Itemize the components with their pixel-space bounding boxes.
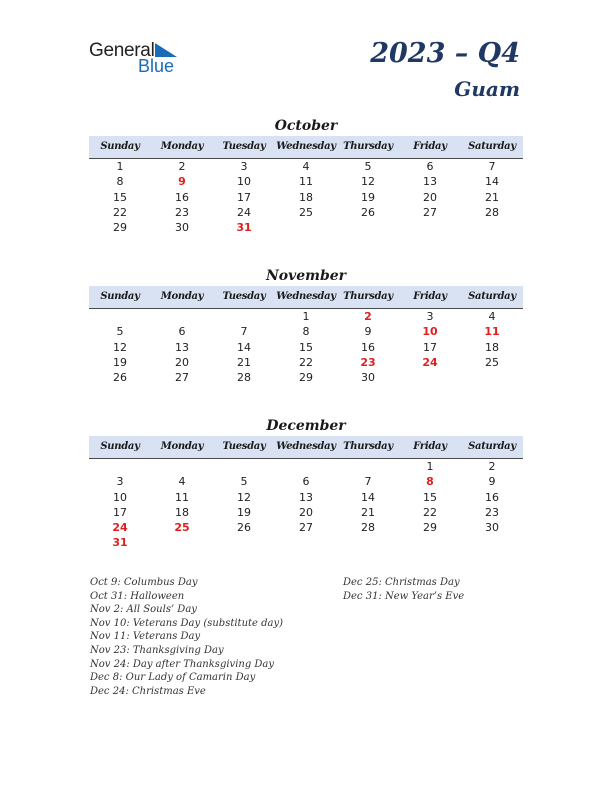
weekday-label: Thursday bbox=[343, 141, 393, 152]
week-row bbox=[89, 535, 523, 550]
date-cell: 23 bbox=[485, 505, 499, 519]
date-cell: 29 bbox=[299, 371, 313, 385]
date-cell: 1 bbox=[302, 310, 310, 323]
date-cell: 5 bbox=[364, 160, 372, 173]
date-cell: 2 bbox=[488, 460, 496, 473]
date-cell: 15 bbox=[113, 190, 127, 204]
weekday-label: Saturday bbox=[468, 141, 516, 152]
date-cell: 4 bbox=[302, 160, 310, 173]
holiday-entry: Nov 11: Veterans Day bbox=[90, 631, 201, 643]
date-cell: 12 bbox=[361, 175, 375, 189]
holiday-date: 2 bbox=[364, 310, 372, 323]
date-cell bbox=[461, 370, 523, 385]
date-cell: 26 bbox=[361, 205, 375, 219]
month-name: November bbox=[265, 268, 347, 284]
holiday-entry: Nov 10: Veterans Day (substitute day) bbox=[90, 617, 284, 629]
date-cell bbox=[337, 459, 399, 474]
weekday-label: Friday bbox=[413, 291, 447, 302]
weekday-label: Thursday bbox=[343, 291, 393, 302]
week-row bbox=[89, 309, 523, 324]
date-cell: 22 bbox=[423, 505, 437, 519]
weekday-label: Saturday bbox=[468, 441, 516, 452]
date-cell: 7 bbox=[364, 475, 372, 489]
date-cell: 27 bbox=[299, 521, 313, 535]
date-cell: 21 bbox=[361, 505, 375, 519]
date-cell: 8 bbox=[116, 175, 124, 189]
week-row bbox=[89, 505, 523, 520]
date-cell: 16 bbox=[361, 340, 375, 354]
date-cell: 18 bbox=[175, 505, 189, 519]
date-cell: 6 bbox=[426, 160, 434, 173]
week-row bbox=[89, 490, 523, 505]
date-cell: 19 bbox=[237, 505, 251, 519]
date-cell: 2 bbox=[178, 160, 186, 173]
date-cell bbox=[213, 535, 275, 550]
date-cell: 7 bbox=[240, 325, 248, 339]
date-cell bbox=[151, 535, 213, 550]
date-cell: 29 bbox=[113, 221, 127, 235]
month-october bbox=[89, 116, 523, 235]
date-cell: 11 bbox=[299, 175, 313, 189]
holiday-date: 9 bbox=[178, 175, 186, 189]
holiday-list-right bbox=[343, 576, 464, 603]
date-cell: 20 bbox=[299, 505, 313, 519]
holiday-date: 10 bbox=[422, 325, 438, 339]
date-cell: 20 bbox=[175, 355, 189, 369]
date-cell: 4 bbox=[488, 310, 496, 323]
weekday-header bbox=[89, 136, 523, 159]
date-cell: 22 bbox=[299, 355, 313, 369]
holiday-entry: Oct 31: Halloween bbox=[90, 590, 185, 602]
date-cell: 10 bbox=[113, 490, 127, 504]
date-cell: 23 bbox=[175, 205, 189, 219]
weekday-header bbox=[89, 436, 523, 459]
date-cell bbox=[213, 309, 275, 324]
date-cell: 13 bbox=[299, 490, 313, 504]
date-cell: 5 bbox=[240, 475, 248, 489]
logo-triangle-icon bbox=[155, 43, 177, 57]
date-cell bbox=[399, 535, 461, 550]
weekday-label: Tuesday bbox=[222, 141, 266, 152]
weekday-label: Sunday bbox=[100, 441, 140, 452]
date-cell: 17 bbox=[237, 190, 251, 204]
date-cell bbox=[399, 370, 461, 385]
date-cell: 28 bbox=[485, 205, 499, 219]
week-row bbox=[89, 355, 523, 370]
date-cell: 13 bbox=[423, 175, 437, 189]
holiday-entry: Dec 8: Our Lady of Camarin Day bbox=[90, 672, 256, 684]
holiday-date: 31 bbox=[236, 221, 252, 235]
month-december bbox=[89, 416, 523, 551]
date-cell: 18 bbox=[299, 190, 313, 204]
date-cell: 30 bbox=[485, 521, 499, 535]
weekday-label: Sunday bbox=[100, 141, 140, 152]
holiday-list-left bbox=[90, 576, 283, 698]
weekday-label: Monday bbox=[160, 441, 204, 452]
date-cell: 14 bbox=[361, 490, 375, 504]
week-row bbox=[89, 174, 523, 189]
date-cell: 3 bbox=[116, 475, 124, 489]
month-name: December bbox=[266, 418, 346, 434]
weekday-label: Friday bbox=[413, 441, 447, 452]
date-cell bbox=[337, 220, 399, 235]
holiday-entry: Nov 24: Day after Thanksgiving Day bbox=[90, 658, 275, 670]
date-cell: 16 bbox=[175, 190, 189, 204]
date-cell bbox=[461, 535, 523, 550]
date-cell bbox=[151, 309, 213, 324]
date-cell: 9 bbox=[364, 325, 372, 339]
holiday-entry: Dec 31: New Year’s Eve bbox=[343, 590, 465, 602]
date-cell bbox=[337, 535, 399, 550]
weekday-label: Thursday bbox=[343, 441, 393, 452]
holiday-date: 8 bbox=[426, 475, 434, 489]
week-row bbox=[89, 190, 523, 205]
date-cell bbox=[275, 459, 337, 474]
holiday-date: 31 bbox=[112, 536, 128, 550]
holiday-date: 23 bbox=[360, 355, 376, 369]
holiday-date: 11 bbox=[484, 325, 500, 339]
date-cell: 19 bbox=[361, 190, 375, 204]
logo-word-blue: Blue bbox=[138, 56, 175, 76]
page-subtitle: Guam bbox=[454, 77, 520, 101]
month-november bbox=[89, 266, 523, 385]
date-cell: 25 bbox=[485, 355, 499, 369]
date-cell bbox=[213, 459, 275, 474]
date-cell: 12 bbox=[113, 340, 127, 354]
generalblue-logo bbox=[89, 40, 189, 80]
weekday-label: Saturday bbox=[468, 291, 516, 302]
date-cell: 15 bbox=[299, 340, 313, 354]
date-cell bbox=[89, 309, 151, 324]
weekday-label: Sunday bbox=[100, 291, 140, 302]
date-cell: 9 bbox=[488, 475, 496, 489]
week-row bbox=[89, 370, 523, 385]
date-cell: 3 bbox=[240, 160, 248, 173]
date-cell: 16 bbox=[485, 490, 499, 504]
date-cell: 22 bbox=[113, 205, 127, 219]
date-cell bbox=[89, 459, 151, 474]
date-cell: 10 bbox=[237, 175, 251, 189]
weekday-label: Monday bbox=[160, 291, 204, 302]
week-row bbox=[89, 159, 523, 174]
weekday-label: Friday bbox=[413, 141, 447, 152]
week-row bbox=[89, 324, 523, 339]
week-row bbox=[89, 474, 523, 489]
date-cell: 28 bbox=[361, 521, 375, 535]
logo-word-general: General bbox=[89, 40, 155, 61]
holiday-entry: Oct 9: Columbus Day bbox=[90, 577, 198, 588]
week-row bbox=[89, 220, 523, 235]
date-cell: 1 bbox=[426, 460, 434, 473]
date-cell: 6 bbox=[178, 325, 186, 339]
date-cell: 30 bbox=[361, 371, 375, 385]
date-cell: 5 bbox=[116, 325, 124, 339]
date-cell: 21 bbox=[237, 355, 251, 369]
date-cell: 29 bbox=[423, 521, 437, 535]
date-cell: 8 bbox=[302, 325, 310, 339]
holiday-date: 24 bbox=[112, 521, 128, 535]
date-cell: 12 bbox=[237, 490, 251, 504]
date-cell: 18 bbox=[485, 340, 499, 354]
date-cell: 6 bbox=[302, 475, 310, 489]
date-cell: 14 bbox=[485, 175, 499, 189]
page-title: 2023 – Q4 bbox=[370, 38, 520, 69]
date-cell: 27 bbox=[423, 205, 437, 219]
date-cell: 26 bbox=[237, 521, 251, 535]
date-cell bbox=[275, 220, 337, 235]
weekday-label: Monday bbox=[160, 141, 204, 152]
holiday-entry: Dec 24: Christmas Eve bbox=[90, 685, 206, 697]
weekday-label: Tuesday bbox=[222, 291, 266, 302]
date-cell bbox=[399, 220, 461, 235]
month-name: October bbox=[274, 118, 338, 134]
date-cell: 25 bbox=[299, 205, 313, 219]
week-row bbox=[89, 205, 523, 220]
weekday-label: Wednesday bbox=[276, 441, 336, 452]
date-cell: 17 bbox=[113, 505, 127, 519]
weekday-label: Wednesday bbox=[276, 141, 336, 152]
week-row bbox=[89, 520, 523, 535]
date-cell: 21 bbox=[485, 190, 499, 204]
week-row bbox=[89, 459, 523, 474]
date-cell: 24 bbox=[237, 205, 251, 219]
date-cell: 19 bbox=[113, 355, 127, 369]
holiday-date: 25 bbox=[174, 521, 190, 535]
date-cell: 27 bbox=[175, 371, 189, 385]
date-cell: 30 bbox=[175, 221, 189, 235]
date-cell bbox=[151, 459, 213, 474]
date-cell: 15 bbox=[423, 490, 437, 504]
date-cell: 11 bbox=[175, 490, 189, 504]
week-row bbox=[89, 340, 523, 355]
date-cell: 20 bbox=[423, 190, 437, 204]
weekday-label: Tuesday bbox=[222, 441, 266, 452]
date-cell bbox=[275, 535, 337, 550]
date-cell: 17 bbox=[423, 340, 437, 354]
date-cell: 28 bbox=[237, 371, 251, 385]
date-cell: 14 bbox=[237, 340, 251, 354]
date-cell: 13 bbox=[175, 340, 189, 354]
holiday-entry: Dec 25: Christmas Day bbox=[343, 577, 460, 588]
weekday-label: Wednesday bbox=[276, 291, 336, 302]
holiday-entry: Nov 2: All Souls’ Day bbox=[90, 604, 197, 616]
date-cell: 7 bbox=[488, 160, 496, 173]
date-cell: 3 bbox=[426, 310, 434, 323]
date-cell: 26 bbox=[113, 371, 127, 385]
date-cell bbox=[461, 220, 523, 235]
date-cell: 4 bbox=[178, 475, 186, 489]
weekday-header bbox=[89, 286, 523, 309]
holiday-date: 24 bbox=[422, 355, 438, 369]
holiday-entry: Nov 23: Thanksgiving Day bbox=[90, 644, 224, 656]
date-cell: 1 bbox=[116, 160, 124, 173]
